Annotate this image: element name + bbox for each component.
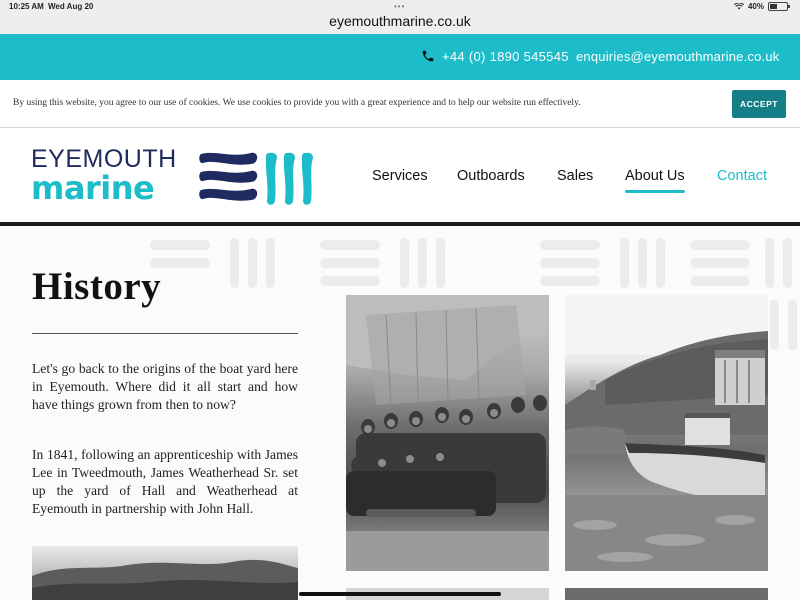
logo-text-bottom: marine <box>31 169 155 207</box>
status-right <box>734 2 788 11</box>
trees-photo <box>32 546 298 600</box>
cookie-text: By using this website, you agree to our use of cookies. We use cookies to provide you with a great experience and to help our website run effectively. <box>13 98 581 108</box>
nav-contact[interactable]: Contact <box>717 168 767 184</box>
site-header <box>0 129 800 226</box>
history-paragraph: Let's go back to the origins of the boat yard here in Eyemouth. Where did it all start and how have things grown from then to now? <box>32 361 298 412</box>
wave-stripes-logo-icon <box>199 151 325 207</box>
battery-percent: 40% <box>747 2 764 11</box>
logo-text-top: EYEMOUTH <box>31 145 177 173</box>
phone-icon <box>421 49 435 63</box>
phone-link[interactable]: +44 (0) 1890 545545 <box>442 49 569 64</box>
battery-icon <box>768 2 788 11</box>
wifi-icon <box>734 3 744 10</box>
boat-harbour-photo <box>565 295 768 571</box>
archive-photo <box>565 588 768 600</box>
nav-about-us[interactable]: About Us <box>625 168 685 184</box>
workers-photo <box>346 295 549 571</box>
address-bar-url[interactable]: eyemouthmarine.co.uk <box>329 13 471 29</box>
nav-sales[interactable]: Sales <box>557 168 594 184</box>
site-logo[interactable] <box>31 145 177 207</box>
nav-outboards[interactable]: Outboards <box>457 168 525 184</box>
cookie-banner <box>0 80 800 128</box>
status-date: Wed Aug 20 <box>48 2 94 11</box>
status-time: 10:25 AM <box>9 2 44 11</box>
history-paragraph: In 1841, following an apprenticeship with James Lee in Tweedmouth, James Weatherhead Sr. set up the yard of Hall and Weatherhead at Eyemouth in partnership with John Hall. <box>32 447 298 516</box>
accept-cookies-button[interactable]: ACCEPT <box>732 90 786 118</box>
page-title: History <box>32 265 162 308</box>
nav-services[interactable]: Services <box>372 168 428 184</box>
main-content <box>0 230 800 600</box>
home-indicator[interactable] <box>299 592 501 596</box>
contact-bar <box>0 34 800 80</box>
multitask-dots-icon[interactable]: ••• <box>394 2 406 11</box>
title-divider <box>32 333 298 334</box>
status-bar <box>0 0 800 34</box>
email-link[interactable]: enquiries@eyemouthmarine.co.uk <box>576 49 780 64</box>
